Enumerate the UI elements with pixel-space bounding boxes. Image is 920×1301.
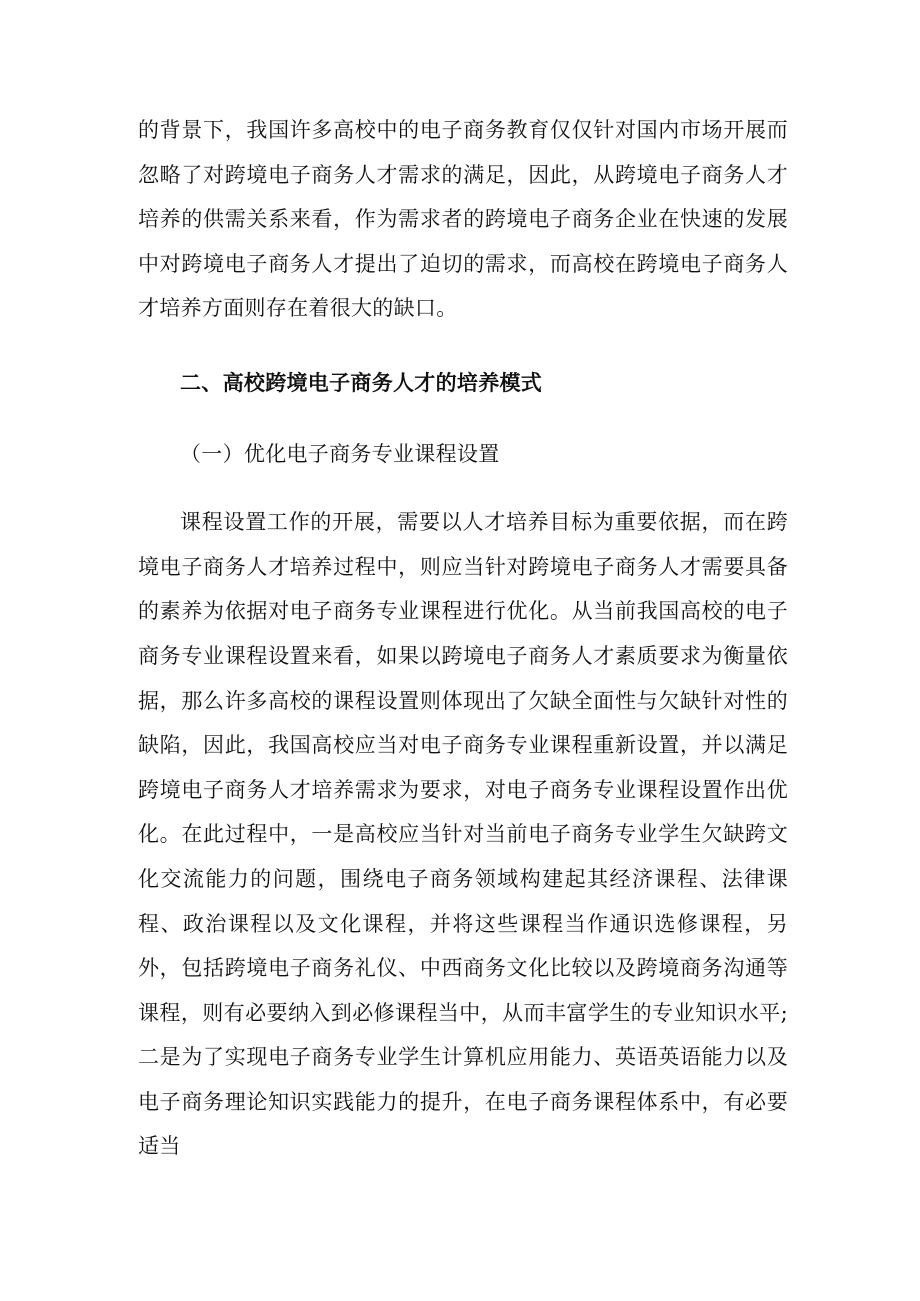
subsection-heading: （一）优化电子商务专业课程设置 bbox=[180, 441, 500, 466]
body-paragraph: 课程设置工作的开展，需要以人才培养目标为重要依据，而在跨境电子商务人才培养过程中，则应当针对跨境电子商务人才需要具备的素养为依据对电子商务专业课程进行优化。从当前我国高校的电子商务专业课程设置来看，如果以跨境电子商务人才素质要求为衡量依据，那么许多高校的课程设置则体现出了欠缺全面性与欠缺针对性的缺陷，因此，我国高校应当对电子商务专业课程重新设置，并以满足跨境电子商务人才培养需求为要求，对电子商务专业课程设置作出优化。在此过程中，一是高校应当针对当前电子商务专业学生欠缺跨文化交流能力的问题，围绕电子商务领域构建起其经济课程、法律课程、政治课程以及文化课程，并将这些课程当作通识选修课程，另外，包括跨境电子商务礼仪、中西商务文化比较以及跨境商务沟通等课程，则有必要纳入到必修课程当中，从而丰富学生的专业知识水平;二是为了实现电子商务专业学生计算机应用能力、英语英语能力以及电子商务理论知识实践能力的提升，在电子商务课程体系中，有必要适当 bbox=[138, 510, 788, 1159]
section-heading: 二、高校跨境电子商务人才的培养模式 bbox=[180, 370, 543, 395]
document-content bbox=[138, 108, 788, 1169]
continued-paragraph: 的背景下，我国许多高校中的电子商务教育仅仅针对国内市场开展而忽略了对跨境电子商务人才需求的满足，因此，从跨境电子商务人才培养的供需关系来看，作为需求者的跨境电子商务企业在快速的发展中对跨境电子商务人才提出了迫切的需求，而高校在跨境电子商务人才培养方面则存在着很大的缺口。 bbox=[138, 118, 788, 321]
